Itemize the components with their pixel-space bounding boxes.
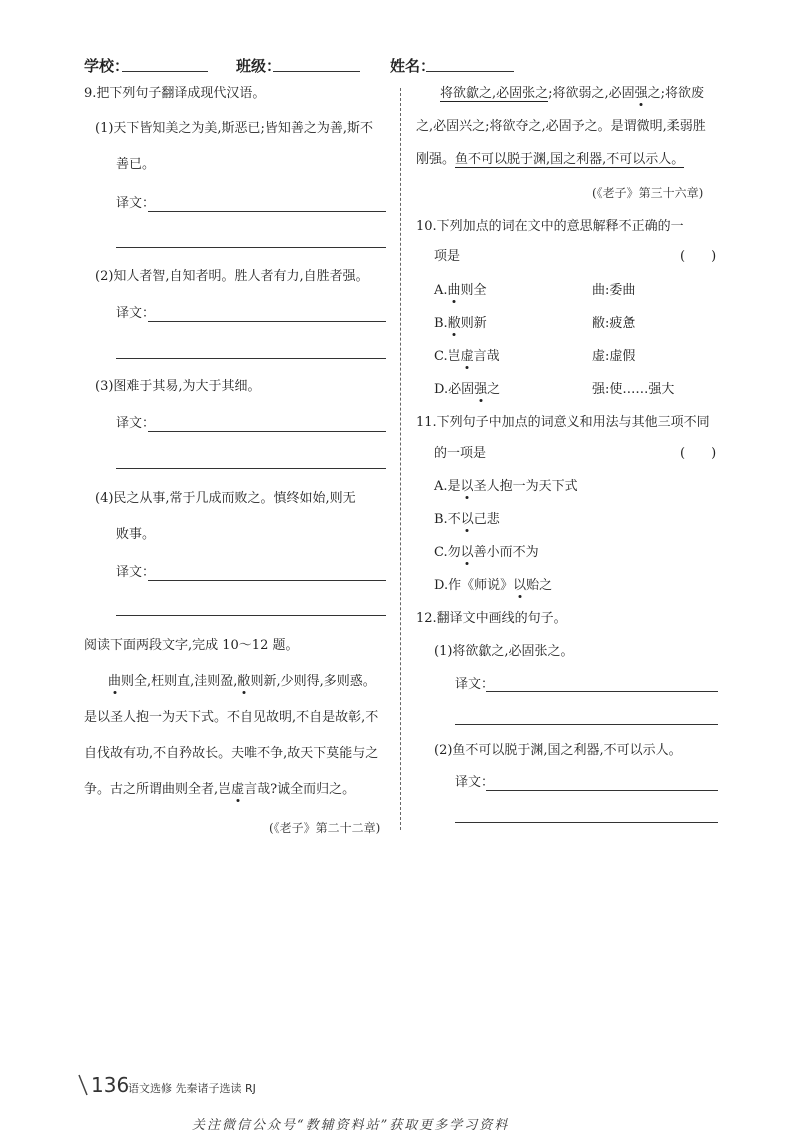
q10-option-d-meaning: 强:使……强大 — [592, 382, 675, 397]
passage1-source: (《老子》第二十二章) — [269, 821, 381, 835]
q12-1-translate-label: 译文： — [455, 677, 495, 692]
passage2-line2: 之,必固兴之;将欲夺之,必固予之。是谓微明,柔弱胜 — [416, 119, 706, 134]
q12-1-answer-line-1[interactable] — [486, 691, 718, 692]
q12-2-answer-line-1[interactable] — [486, 790, 718, 791]
q9-4-translate-label: 译文： — [116, 565, 156, 580]
reading-intro: 阅读下面两段文字,完成 10～12 题。 — [84, 638, 299, 653]
page-slash — [78, 1074, 88, 1096]
passage2-source: (《老子》第三十六章) — [592, 186, 704, 200]
q11-option-c: C.勿以善小而不为 — [434, 545, 539, 560]
dotted-word: 虚 — [231, 782, 245, 797]
dotted-word: 曲 — [108, 674, 122, 689]
q10-option-c-meaning: 虚:虚假 — [592, 349, 636, 364]
underlined-sentence-1: 将欲歙之,必固张之 — [440, 86, 549, 101]
dotted-word: 敝 — [237, 674, 251, 689]
q11-option-b: B.不以己悲 — [434, 512, 500, 527]
q10-option-d: D.必固强之 — [434, 382, 501, 397]
underlined-sentence-2: 鱼不可以脱于渊,国之利器,不可以示人。 — [455, 152, 685, 167]
class-blank[interactable] — [273, 70, 360, 72]
q9-2-line1: (2)知人者智,自知者明。胜人者有力,自胜者强。 — [95, 269, 369, 284]
class-label: 班级： — [236, 57, 282, 75]
name-blank[interactable] — [426, 70, 514, 72]
q9-3-translate-label: 译文： — [116, 416, 156, 431]
q9-1-line1: (1)天下皆知美之为美,斯恶已;皆知善之为善,斯不 — [95, 121, 374, 136]
q10-option-a: A.曲则全 — [434, 283, 487, 298]
q12-title: 12.翻译文中画线的句子。 — [416, 611, 567, 626]
passage2-line1: 将欲歙之,必固张之;将欲弱之,必固强之;将欲废 — [440, 86, 705, 101]
q9-1-line2: 善已。 — [116, 157, 156, 172]
q9-2-answer-line-2[interactable] — [116, 358, 386, 359]
q11-option-d: D.作《师说》以贻之 — [434, 578, 553, 593]
q10-option-b: B.敝则新 — [434, 316, 487, 331]
q12-2-answer-line-2[interactable] — [455, 822, 718, 823]
q10-line2: 项是 — [434, 249, 461, 264]
passage1-line1: 曲则全,枉则直,洼则盈,敝则新,少则得,多则惑。 — [108, 674, 376, 689]
q10-line1: 10.下列加点的词在文中的意思解释不正确的一 — [416, 219, 684, 234]
q12-1-answer-line-2[interactable] — [455, 724, 718, 725]
q9-1-answer-line-2[interactable] — [116, 247, 386, 248]
q9-2-answer-line-1[interactable] — [148, 321, 386, 322]
q10-option-a-meaning: 曲:委曲 — [592, 283, 636, 298]
q9-4-line1: (4)民之从事,常于几成而败之。慎终如始,则无 — [95, 491, 356, 506]
q9-4-answer-line-1[interactable] — [148, 580, 386, 581]
column-separator — [400, 88, 401, 830]
passage1-line2: 是以圣人抱一为天下式。不自见故明,不自是故彰,不 — [84, 710, 379, 725]
q10-option-b-meaning: 敝:疲惫 — [592, 316, 636, 331]
q12-1-sentence: (1)将欲歙之,必固张之。 — [434, 644, 574, 659]
passage1-line3: 自伐故有功,不自矜故长。夫唯不争,故天下莫能与之 — [84, 746, 379, 761]
q12-2-translate-label: 译文： — [455, 775, 495, 790]
q10-option-c: C.岂虚言哉 — [434, 349, 500, 364]
q11-option-a: A.是以圣人抱一为天下式 — [434, 479, 578, 494]
passage2-line3: 刚强。鱼不可以脱于渊,国之利器,不可以示人。 — [416, 152, 685, 167]
q9-1-answer-line-1[interactable] — [148, 211, 386, 212]
bottom-note: 关注微信公众号“教辅资料站”获取更多学习资料 — [192, 1118, 510, 1133]
dotted-word: 强 — [634, 86, 648, 101]
school-label: 学校： — [84, 57, 130, 75]
q9-1-translate-label: 译文： — [116, 196, 156, 211]
q9-4-answer-line-2[interactable] — [116, 615, 386, 616]
q11-line2: 的一项是 — [434, 446, 487, 461]
q9-title: 9.把下列句子翻译成现代汉语。 — [84, 86, 266, 101]
q10-answer-paren[interactable]: ( ) — [680, 249, 717, 264]
book-title: 语文选修 先秦诸子选读 RJ — [128, 1082, 256, 1095]
q11-line1: 11.下列句子中加点的词意义和用法与其他三项不同 — [416, 415, 710, 430]
q9-3-line1: (3)图难于其易,为大于其细。 — [95, 379, 261, 394]
q12-2-sentence: (2)鱼不可以脱于渊,国之利器,不可以示人。 — [434, 743, 682, 758]
passage1-line4: 争。古之所谓曲则全者,岂虚言哉?诚全而归之。 — [84, 782, 356, 797]
q9-4-line2: 败事。 — [116, 527, 156, 542]
q9-3-answer-line-2[interactable] — [116, 468, 386, 469]
q9-3-answer-line-1[interactable] — [148, 431, 386, 432]
name-label: 姓名： — [390, 57, 436, 75]
school-blank[interactable] — [122, 70, 208, 72]
page-number: 136 — [91, 1073, 130, 1097]
q11-answer-paren[interactable]: ( ) — [680, 446, 717, 461]
q9-2-translate-label: 译文： — [116, 306, 156, 321]
